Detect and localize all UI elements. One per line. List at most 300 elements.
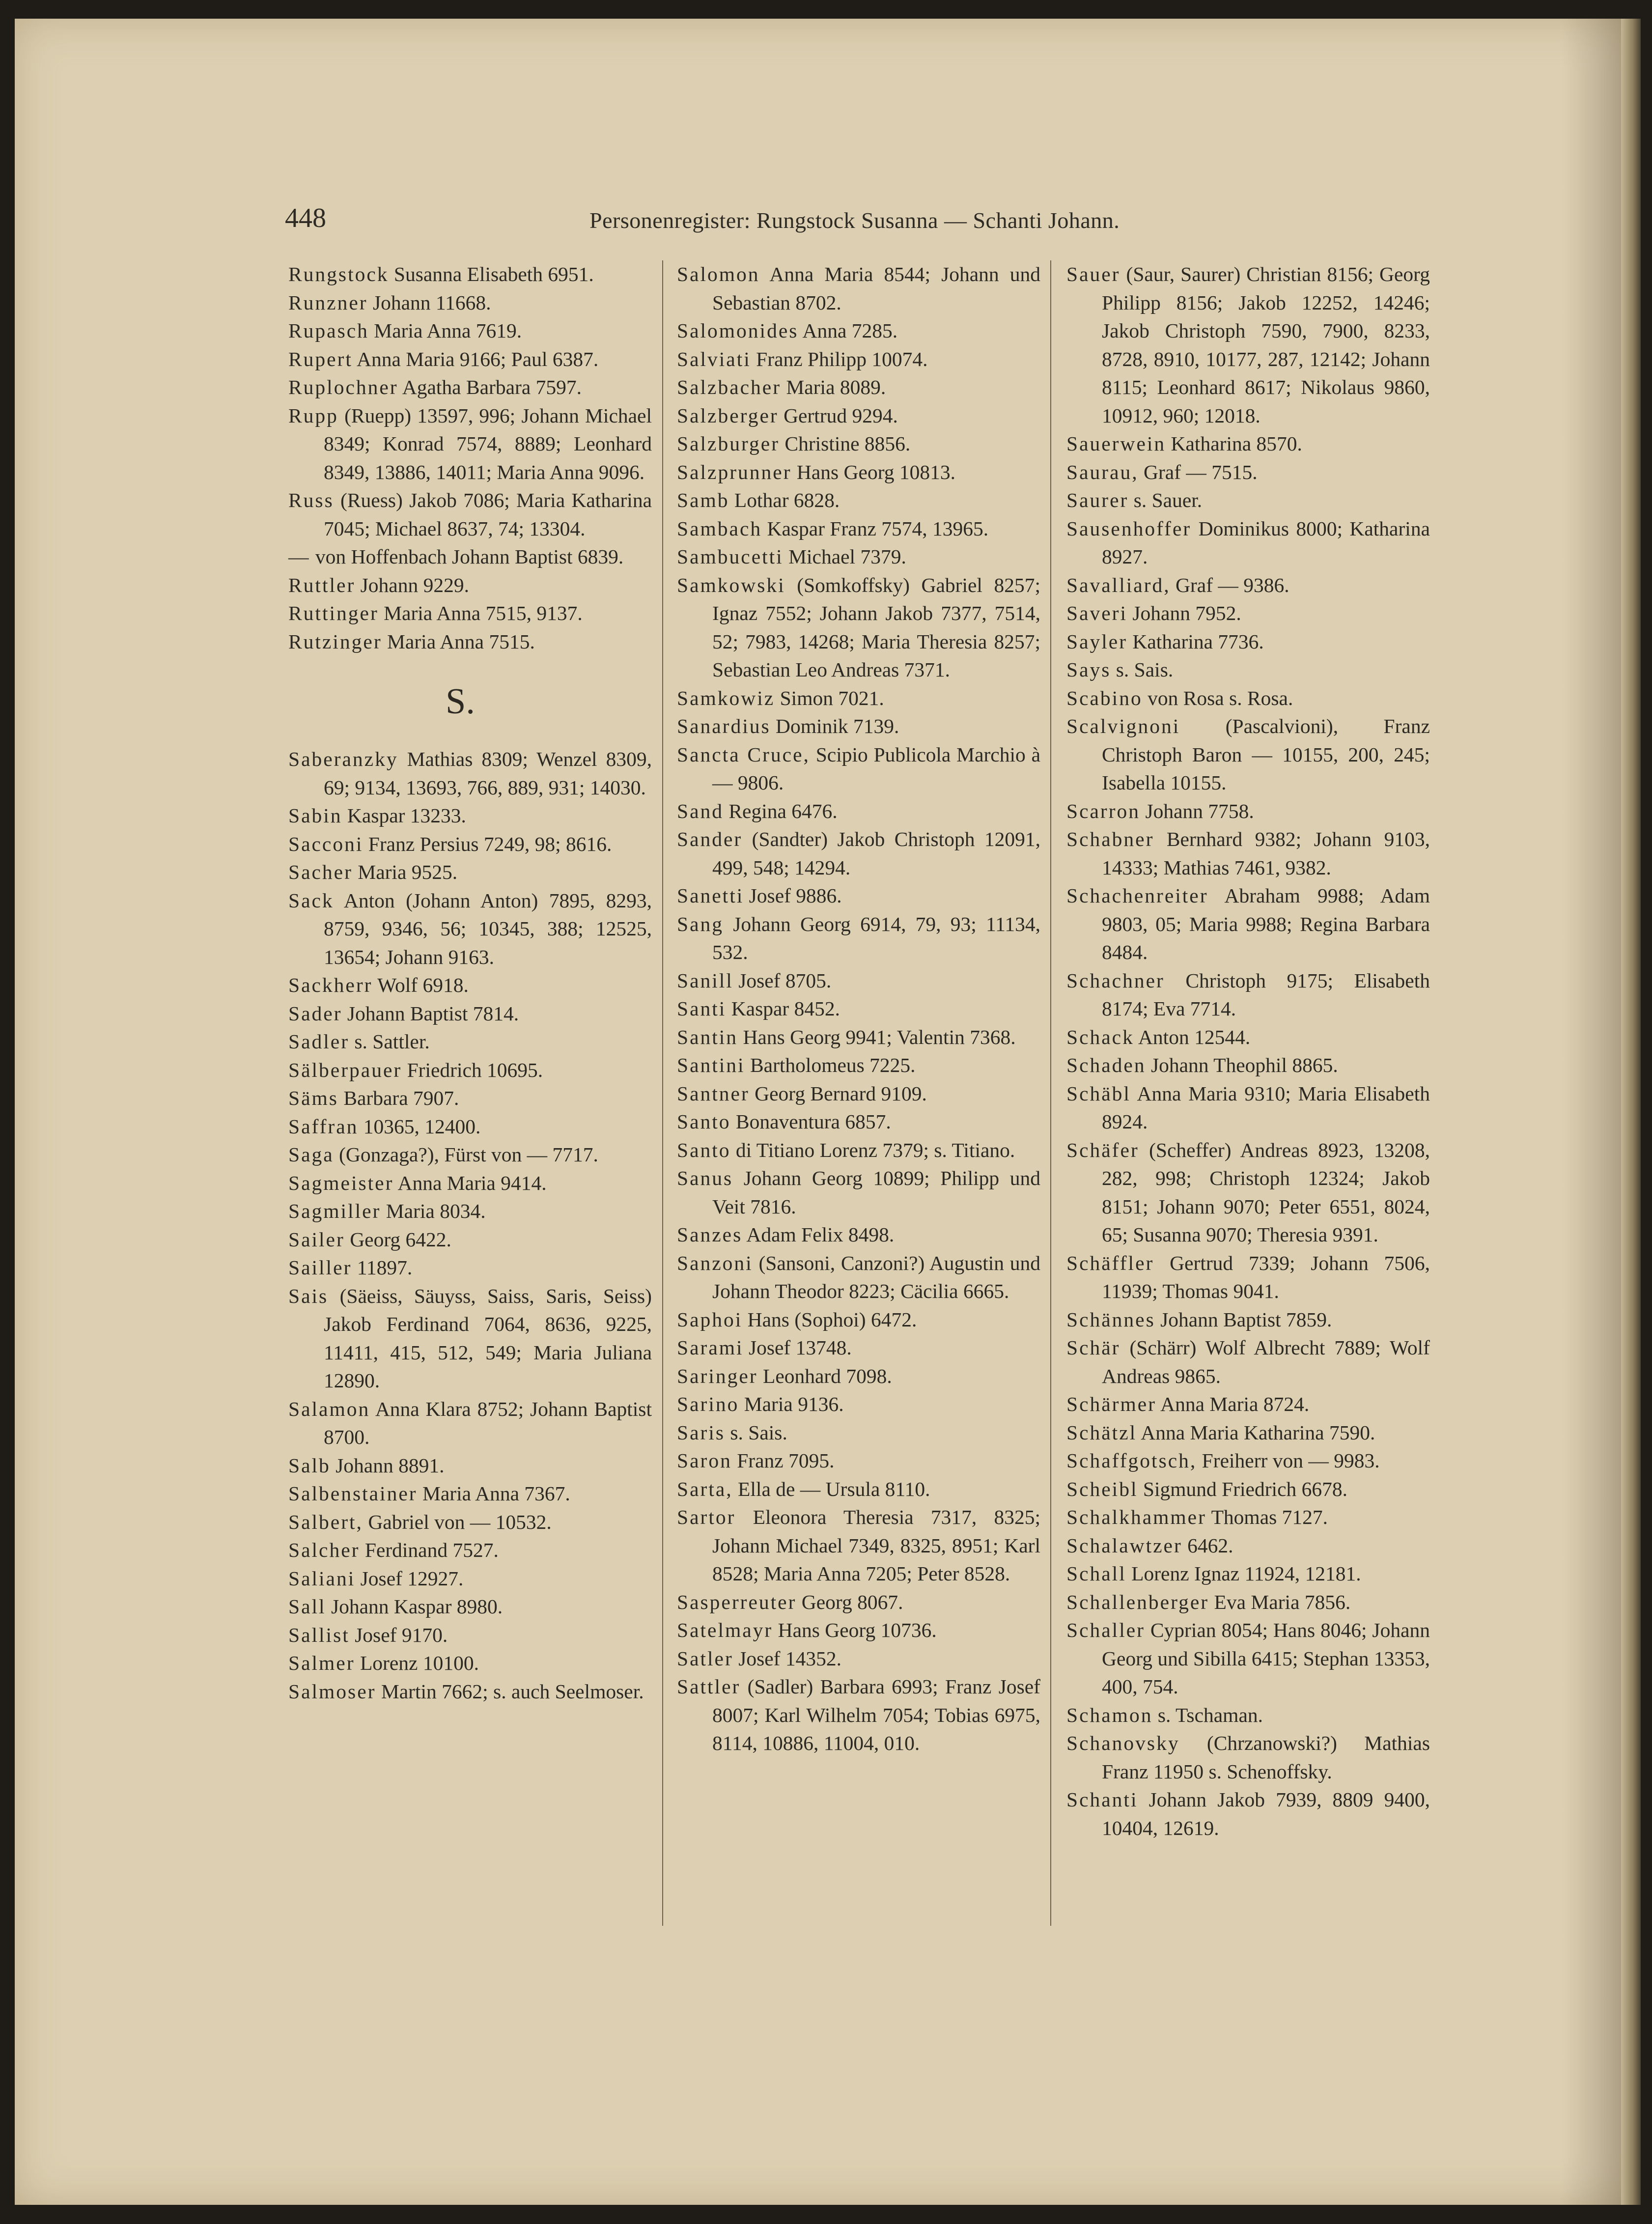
- entry-references: (Sandter) Jakob Christoph 12091, 499, 548; 14294.: [712, 828, 1040, 879]
- entry-references: Josef 8705.: [738, 969, 832, 992]
- index-entry: [288, 830, 652, 859]
- column-rule: [1050, 260, 1051, 1926]
- entry-surname: Sarami: [677, 1336, 744, 1359]
- page-shadow: [1562, 19, 1621, 2205]
- entry-references: Hans Georg 10736.: [778, 1619, 937, 1641]
- entry-references: Agatha Barbara 7597.: [402, 376, 582, 398]
- entry-references: Johann 7952.: [1132, 602, 1241, 624]
- entry-references: Ella de — Ursula 8110.: [738, 1477, 930, 1500]
- entry-surname: Rupasch: [288, 319, 369, 342]
- entry-surname: Saurer: [1066, 489, 1129, 511]
- index-entry: [288, 1452, 652, 1480]
- entry-surname: Sasperreuter: [677, 1590, 797, 1613]
- entry-surname: Schabner: [1066, 828, 1154, 850]
- entry-surname: Satler: [677, 1647, 733, 1670]
- index-entry: [677, 458, 1040, 487]
- entry-references: Anton 12544.: [1138, 1025, 1251, 1048]
- entry-references: Dominik 7139.: [776, 715, 899, 737]
- entry-surname: Runzner: [288, 291, 368, 314]
- entry-surname: Sanardius: [677, 715, 771, 737]
- entry-references: (Ruepp) 13597, 996; Johann Michael 8349; Konrad 7574, 8889; Leonhard 8349, 13886, 14011; Maria Anna 9096.: [324, 404, 652, 483]
- entry-surname: Sang: [677, 912, 724, 935]
- entry-references: Maria Anna 7515.: [387, 630, 535, 653]
- entry-references: Gertrud 7339; Johann 7506, 11939; Thomas 9041.: [1102, 1251, 1430, 1302]
- entry-surname: Sambach: [677, 517, 762, 540]
- entry-references: Georg Bernard 9109.: [755, 1082, 927, 1105]
- index-entry: [288, 1508, 652, 1537]
- entry-references: Michael 7379.: [788, 545, 906, 568]
- index-entry: [677, 1503, 1040, 1588]
- entry-references: Anna Maria 8724.: [1160, 1393, 1310, 1415]
- index-entry: [677, 967, 1040, 995]
- index-entry: [288, 1141, 652, 1169]
- index-entry: [677, 1390, 1040, 1419]
- entry-references: Johann Kaspar 8980.: [331, 1595, 503, 1618]
- entry-surname: Sand: [677, 799, 724, 822]
- entry-references: Maria Anna 7515, 9137.: [384, 602, 583, 624]
- entry-surname: Saveri: [1066, 602, 1128, 624]
- index-entry: [1066, 628, 1430, 656]
- entry-references: (Pascalvioni), Franz Christoph Baron — 10155, 200, 245; Isabella 10155.: [1102, 715, 1430, 794]
- entry-surname: Salzberger: [677, 404, 779, 427]
- entry-references: Josef 12927.: [360, 1567, 464, 1590]
- entry-references: Hans (Sophoi) 6472.: [747, 1308, 917, 1331]
- entry-references: Graf — 7515.: [1144, 460, 1258, 483]
- entry-references: Kaspar 8452.: [731, 997, 840, 1020]
- entry-surname: Sanetti: [677, 884, 744, 907]
- entry-references: Leonhard 7098.: [762, 1364, 892, 1387]
- index-entry: [288, 543, 652, 571]
- entry-references: s. Tschaman.: [1157, 1703, 1263, 1726]
- index-entry: [677, 882, 1040, 910]
- index-entry: [677, 910, 1040, 967]
- entry-surname: Scarron: [1066, 799, 1141, 822]
- entry-references: Johann 9229.: [360, 573, 469, 596]
- index-entry: [677, 684, 1040, 713]
- entry-surname: Sauerwein: [1066, 432, 1166, 455]
- index-entry: [1066, 1503, 1430, 1532]
- index-entry: [1066, 1249, 1430, 1306]
- index-entry: [288, 1226, 652, 1254]
- entry-references: 10365, 12400.: [363, 1115, 481, 1138]
- index-entry: [288, 373, 652, 402]
- entry-references: Christine 8856.: [784, 432, 911, 455]
- entry-references: Kaspar 13233.: [347, 804, 466, 827]
- entry-surname: Salzbacher: [677, 376, 782, 398]
- entry-surname: Rungstock: [288, 263, 389, 285]
- entry-references: (Sadler) Barbara 6993; Franz Josef 8007; Karl Wilhelm 7054; Tobias 6975, 8114, 10886, 11004, 010.: [712, 1675, 1040, 1754]
- index-entry: [1066, 684, 1430, 713]
- entry-references: Anna 7285.: [802, 319, 898, 342]
- index-entry: [1066, 1051, 1430, 1080]
- entry-surname: Rutzinger: [288, 630, 382, 653]
- entry-references: Gabriel von — 10532.: [368, 1510, 552, 1533]
- entry-references: Johann Baptist 7859.: [1160, 1308, 1332, 1331]
- entry-surname: Schamon: [1066, 1703, 1153, 1726]
- entry-surname: Sack: [288, 889, 334, 912]
- entry-surname: Rupert: [288, 347, 353, 370]
- index-entry: [677, 1249, 1040, 1306]
- entry-surname: Salbenstainer: [288, 1482, 418, 1505]
- entry-references: Johann 8891.: [336, 1454, 445, 1477]
- entry-references: Anna Maria 8544; Johann und Sebastian 8702.: [712, 263, 1040, 314]
- index-entry: [1066, 1306, 1430, 1334]
- entry-references: Georg 8067.: [801, 1590, 903, 1613]
- entry-surname: Ruttinger: [288, 602, 379, 624]
- entry-surname: Salmoser: [288, 1680, 376, 1703]
- entry-surname: Sanzes: [677, 1223, 743, 1246]
- entry-references: Johann 7758.: [1145, 799, 1254, 822]
- entry-references: Katharina 7736.: [1132, 630, 1264, 653]
- index-entry: [1066, 458, 1430, 487]
- entry-references: Christoph 9175; Elisabeth 8174; Eva 7714.: [1102, 969, 1430, 1020]
- index-entry: [288, 745, 652, 802]
- index-entry: [288, 1480, 652, 1508]
- entry-references: Hans Georg 9941; Valentin 7368.: [743, 1025, 1016, 1048]
- entry-references: Freiherr von — 9983.: [1202, 1449, 1380, 1472]
- entry-references: di Titiano Lorenz 7379; s. Titiano.: [735, 1138, 1015, 1161]
- entry-surname: Salzburger: [677, 432, 780, 455]
- index-entry: [1066, 1532, 1430, 1560]
- index-entry: [677, 1136, 1040, 1165]
- index-entry: [677, 1080, 1040, 1108]
- index-entry: [1066, 571, 1430, 600]
- entry-surname: Sackherr: [288, 974, 373, 996]
- entry-surname: Schaller: [1066, 1619, 1145, 1641]
- entry-surname: Sander: [677, 828, 743, 850]
- index-entry: [288, 260, 652, 289]
- entry-surname: Sanill: [677, 969, 733, 992]
- entry-surname: Sattler: [677, 1675, 741, 1698]
- entry-references: Martin 7662; s. auch Seelmoser.: [381, 1680, 644, 1703]
- entry-surname: Schännes: [1066, 1308, 1155, 1331]
- entry-surname: Says: [1066, 658, 1111, 681]
- entry-surname: Sais: [288, 1284, 329, 1307]
- entry-surname: Ruttler: [288, 573, 356, 596]
- entry-surname: Saris: [677, 1421, 725, 1444]
- entry-surname: Saurau,: [1066, 460, 1139, 483]
- index-entry: [1066, 1475, 1430, 1504]
- entry-surname: Schachenreiter: [1066, 884, 1208, 907]
- entry-surname: Santi: [677, 997, 727, 1020]
- entry-references: Lorenz Ignaz 11924, 12181.: [1131, 1562, 1361, 1585]
- entry-surname: Saffran: [288, 1115, 359, 1138]
- entry-references: s. Sais.: [730, 1421, 787, 1444]
- entry-surname: Sagmeister: [288, 1171, 394, 1194]
- entry-references: s. Sais.: [1116, 658, 1174, 681]
- entry-references: Eleonora Theresia 7317, 8325; Johann Michael 7349, 8325, 8951; Karl 8528; Maria Anna 7205; Peter 8528.: [712, 1506, 1041, 1585]
- entry-surname: Santner: [677, 1082, 750, 1105]
- entry-references: Franz Persius 7249, 98; 8616.: [368, 832, 612, 855]
- index-entry: [1066, 1701, 1430, 1730]
- index-entry: [1066, 1588, 1430, 1617]
- index-entry: [288, 1028, 652, 1056]
- entry-surname: Schack: [1066, 1025, 1134, 1048]
- index-entry: [677, 430, 1040, 458]
- entry-references: (Ruess) Jakob 7086; Maria Katharina 7045; Michael 8637, 74; 13304.: [324, 489, 652, 540]
- entry-surname: Sambucetti: [677, 545, 784, 568]
- entry-surname: Samkowiz: [677, 686, 775, 709]
- entry-surname: Sailer: [288, 1228, 345, 1251]
- index-entry: [288, 1000, 652, 1028]
- entry-surname: Santini: [677, 1054, 745, 1076]
- entry-surname: Sallist: [288, 1623, 350, 1646]
- index-entry: [1066, 1390, 1430, 1419]
- entry-references: Anna Klara 8752; Johann Baptist 8700.: [324, 1397, 652, 1448]
- index-entry: [288, 1678, 652, 1706]
- entry-references: Franz Philipp 10074.: [756, 347, 928, 370]
- index-entry: [677, 1051, 1040, 1080]
- entry-surname: Schalawtzer: [1066, 1534, 1182, 1557]
- entry-surname: Sancta Cruce,: [677, 743, 810, 766]
- entry-references: Sigmund Friedrich 6678.: [1143, 1477, 1347, 1500]
- index-entry: [1066, 486, 1430, 515]
- index-entry: [677, 1447, 1040, 1475]
- index-entry: [288, 1113, 652, 1141]
- index-entry: [288, 1593, 652, 1621]
- index-column-1: [288, 260, 652, 1706]
- entry-references: Lothar 6828.: [734, 489, 840, 511]
- index-entry: [288, 571, 652, 600]
- entry-surname: Santin: [677, 1025, 738, 1048]
- index-entry: [677, 1306, 1040, 1334]
- entry-surname: Salcher: [288, 1539, 360, 1561]
- entry-surname: Sadler: [288, 1030, 350, 1053]
- index-entry: [288, 1169, 652, 1198]
- index-entry: [1066, 599, 1430, 628]
- index-entry: [1066, 967, 1430, 1023]
- entry-surname: Schaffgotsch,: [1066, 1449, 1197, 1472]
- entry-references: Franz 7095.: [737, 1449, 835, 1472]
- entry-references: Johann 11668.: [372, 291, 491, 314]
- index-entry: [288, 1565, 652, 1593]
- entry-surname: Ruplochner: [288, 376, 398, 398]
- entry-references: Scipio Publicola Marchio à — 9806.: [712, 743, 1040, 794]
- entry-references: Johann Jakob 7939, 8809 9400, 10404, 12619.: [1102, 1788, 1430, 1839]
- entry-surname: Schall: [1066, 1562, 1126, 1585]
- entry-references: (Saur, Saurer) Christian 8156; Georg Philipp 8156; Jakob 12252, 14246; Jakob Christoph 7590, 7900, 8233, 8728, 8910, 10177, 287, 12142; Johann 8115; Leonhard 8617; Nikolaus 9860, 10912, 960; 12018.: [1102, 263, 1430, 427]
- index-entry: [677, 1475, 1040, 1504]
- entry-surname: Schanovsky: [1066, 1732, 1180, 1754]
- entry-surname: Salmer: [288, 1652, 355, 1674]
- entry-references: Mathias 8309; Wenzel 8309, 69; 9134, 13693, 766, 889, 931; 14030.: [324, 748, 652, 799]
- entry-references: s. Sauer.: [1133, 489, 1203, 511]
- index-column-2: [677, 260, 1040, 1758]
- entry-references: Graf — 9386.: [1176, 573, 1289, 596]
- entry-references: Anna Maria 9166; Paul 6387.: [357, 347, 599, 370]
- entry-surname: Saringer: [677, 1364, 758, 1387]
- entry-references: Regina 6476.: [728, 799, 838, 822]
- index-entry: [1066, 1616, 1430, 1701]
- entry-references: Lorenz 10100.: [360, 1652, 479, 1674]
- entry-references: (Säeiss, Säuyss, Saiss, Saris, Seiss) Jakob Ferdinand 7064, 8636, 9225, 11411, 415, 512, 549; Maria Juliana 12890.: [324, 1284, 652, 1392]
- index-entry: [1066, 882, 1430, 967]
- index-entry: [288, 1084, 652, 1113]
- index-entry: [1066, 1136, 1430, 1249]
- index-entry: [288, 1254, 652, 1282]
- index-entry: [1066, 825, 1430, 882]
- entry-references: 6462.: [1187, 1534, 1233, 1557]
- index-entry: [1066, 1560, 1430, 1588]
- entry-references: (Schärr) Wolf Albrecht 7889; Wolf Andreas 9865.: [1102, 1336, 1430, 1387]
- entry-references: (Chrzanowski?) Mathias Franz 11950 s. Schenoffsky.: [1102, 1732, 1430, 1783]
- entry-references: Bartholomeus 7225.: [750, 1054, 916, 1076]
- entry-surname: Sausenhoffer: [1066, 517, 1192, 540]
- index-entry: [1066, 656, 1430, 684]
- index-entry: [288, 599, 652, 628]
- entry-surname: Schaden: [1066, 1054, 1146, 1076]
- entry-references: Maria Anna 7619.: [374, 319, 522, 342]
- entry-references: Maria 9136.: [744, 1393, 844, 1415]
- index-entry: [677, 373, 1040, 402]
- entry-references: Thomas 7127.: [1211, 1506, 1328, 1528]
- index-entry: [677, 797, 1040, 826]
- index-entry: [677, 515, 1040, 543]
- entry-surname: Schanti: [1066, 1788, 1138, 1811]
- entry-references: Bonaventura 6857.: [735, 1110, 891, 1133]
- entry-surname: Sarta,: [677, 1477, 733, 1500]
- entry-references: Josef 13748.: [748, 1336, 852, 1359]
- entry-references: Johann Georg 6914, 79, 93; 11134, 532.: [712, 912, 1041, 963]
- entry-references: Wolf 6918.: [377, 974, 469, 996]
- entry-surname: Schär: [1066, 1336, 1120, 1359]
- index-entry: [677, 1334, 1040, 1362]
- index-entry: [1066, 1334, 1430, 1390]
- entry-surname: —: [288, 545, 310, 568]
- index-entry: [677, 402, 1040, 430]
- entry-list: [288, 745, 652, 1706]
- page-number: 448: [285, 203, 326, 233]
- index-entry: [677, 1108, 1040, 1136]
- entry-references: (Gonzaga?), Fürst von — 7717.: [339, 1143, 598, 1166]
- entry-surname: Schärmer: [1066, 1393, 1157, 1415]
- entry-surname: Schallenberger: [1066, 1590, 1209, 1613]
- index-entry: [288, 1395, 652, 1452]
- entry-references: Anton (Johann Anton) 7895, 8293, 8759, 9346, 56; 10345, 388; 12525, 13654; Johann 9163.: [324, 889, 652, 968]
- index-entry: [1066, 515, 1430, 571]
- entry-references: Anna Maria 9310; Maria Elisabeth 8924.: [1102, 1082, 1430, 1133]
- running-head: Personenregister: Rungstock Susanna — Schanti Johann.: [589, 208, 1120, 233]
- entry-references: Kaspar Franz 7574, 13965.: [767, 517, 989, 540]
- index-column-3: [1066, 260, 1430, 1842]
- entry-references: Susanna Elisabeth 6951.: [393, 263, 594, 285]
- entry-surname: Sailler: [288, 1256, 352, 1279]
- entry-surname: Saron: [677, 1449, 732, 1472]
- entry-surname: Schäffler: [1066, 1251, 1154, 1274]
- index-entry: [677, 1645, 1040, 1673]
- index-entry: [677, 1673, 1040, 1758]
- index-entry: [288, 402, 652, 487]
- index-entry: [677, 345, 1040, 374]
- entry-surname: Russ: [288, 489, 334, 511]
- entry-surname: Satelmayr: [677, 1619, 773, 1641]
- index-entry: [288, 1536, 652, 1565]
- entry-surname: Schäbl: [1066, 1082, 1131, 1105]
- index-entry: [288, 1056, 652, 1085]
- index-entry: [288, 1197, 652, 1226]
- index-entry: [677, 995, 1040, 1023]
- index-entry: [677, 1164, 1040, 1221]
- entry-surname: Scabino: [1066, 686, 1143, 709]
- entry-references: Bernhard 9382; Johann 9103, 14333; Mathias 7461, 9382.: [1102, 828, 1430, 879]
- entry-surname: Salomonides: [677, 319, 799, 342]
- entry-references: Abraham 9988; Adam 9803, 05; Maria 9988; Regina Barbara 8484.: [1102, 884, 1430, 963]
- entry-references: Anna Maria 9414.: [397, 1171, 547, 1194]
- entry-references: Gertrud 9294.: [784, 404, 898, 427]
- entry-references: von Rosa s. Rosa.: [1148, 686, 1293, 709]
- index-entry: [288, 858, 652, 887]
- entry-surname: Samkowski: [677, 573, 785, 596]
- index-entry: [288, 628, 652, 656]
- index-entry: [677, 571, 1040, 684]
- index-entry: [677, 825, 1040, 882]
- index-entry: [288, 1621, 652, 1650]
- index-entry: [1066, 797, 1430, 826]
- entry-references: Eva Maria 7856.: [1214, 1590, 1351, 1613]
- index-entry: [677, 1588, 1040, 1617]
- entry-surname: Savalliard,: [1066, 573, 1171, 596]
- entry-references: (Sansoni, Canzoni?) Augustin und Johann Theodor 8223; Cäcilia 6665.: [712, 1251, 1040, 1302]
- entry-list: [288, 260, 652, 656]
- page-header: [285, 202, 1533, 242]
- entry-surname: Säms: [288, 1087, 338, 1109]
- entry-surname: Sabin: [288, 804, 342, 827]
- entry-surname: Salamon: [288, 1397, 370, 1420]
- entry-references: (Scheffer) Andreas 8923, 13208, 282, 998; Christoph 12324; Jakob 8151; Johann 9070; Peter 6551, 8024, 65; Susanna 9070; Theresia 9391.: [1102, 1138, 1430, 1246]
- index-entry: [677, 1023, 1040, 1052]
- entry-references: Adam Felix 8498.: [746, 1223, 895, 1246]
- entry-references: Maria 8089.: [786, 376, 886, 398]
- index-entry: [677, 1362, 1040, 1391]
- index-entry: [1066, 1447, 1430, 1475]
- entry-references: Johann Georg 10899; Philipp und Veit 7816.: [712, 1167, 1041, 1218]
- entry-references: Dominikus 8000; Katharina 8927.: [1102, 517, 1430, 568]
- index-entry: [288, 887, 652, 972]
- index-entry: [677, 317, 1040, 345]
- entry-surname: Santo: [677, 1138, 731, 1161]
- entry-references: Maria 9525.: [358, 861, 458, 883]
- page-edge: [1621, 19, 1641, 2205]
- entry-surname: Rupp: [288, 404, 338, 427]
- entry-surname: Schachner: [1066, 969, 1165, 992]
- index-entry: [1066, 1023, 1430, 1052]
- entry-references: Josef 14352.: [738, 1647, 841, 1670]
- index-entry: [677, 1419, 1040, 1447]
- entry-surname: Salomon: [677, 263, 760, 285]
- entry-references: s. Sattler.: [354, 1030, 430, 1053]
- entry-surname: Saphoi: [677, 1308, 743, 1331]
- index-entry: [677, 260, 1040, 317]
- entry-surname: Sanus: [677, 1167, 733, 1189]
- entry-surname: Scalvignoni: [1066, 715, 1180, 737]
- entry-surname: Salzprunner: [677, 460, 792, 483]
- index-entry: [288, 486, 652, 543]
- entry-references: Josef 9170.: [355, 1623, 448, 1646]
- column-rule: [662, 260, 663, 1926]
- entry-surname: Saberanzky: [288, 748, 398, 770]
- entry-references: Josef 9886.: [749, 884, 842, 907]
- entry-surname: Sacher: [288, 861, 353, 883]
- entry-references: Katharina 8570.: [1171, 432, 1302, 455]
- index-entry: [677, 741, 1040, 797]
- index-entry: [288, 289, 652, 317]
- index-entry: [288, 345, 652, 374]
- entry-surname: Salb: [288, 1454, 331, 1477]
- entry-surname: Schätzl: [1066, 1421, 1137, 1444]
- index-entry: [677, 1616, 1040, 1645]
- index-entry: [1066, 1080, 1430, 1136]
- entry-references: Ferdinand 7527.: [364, 1539, 499, 1561]
